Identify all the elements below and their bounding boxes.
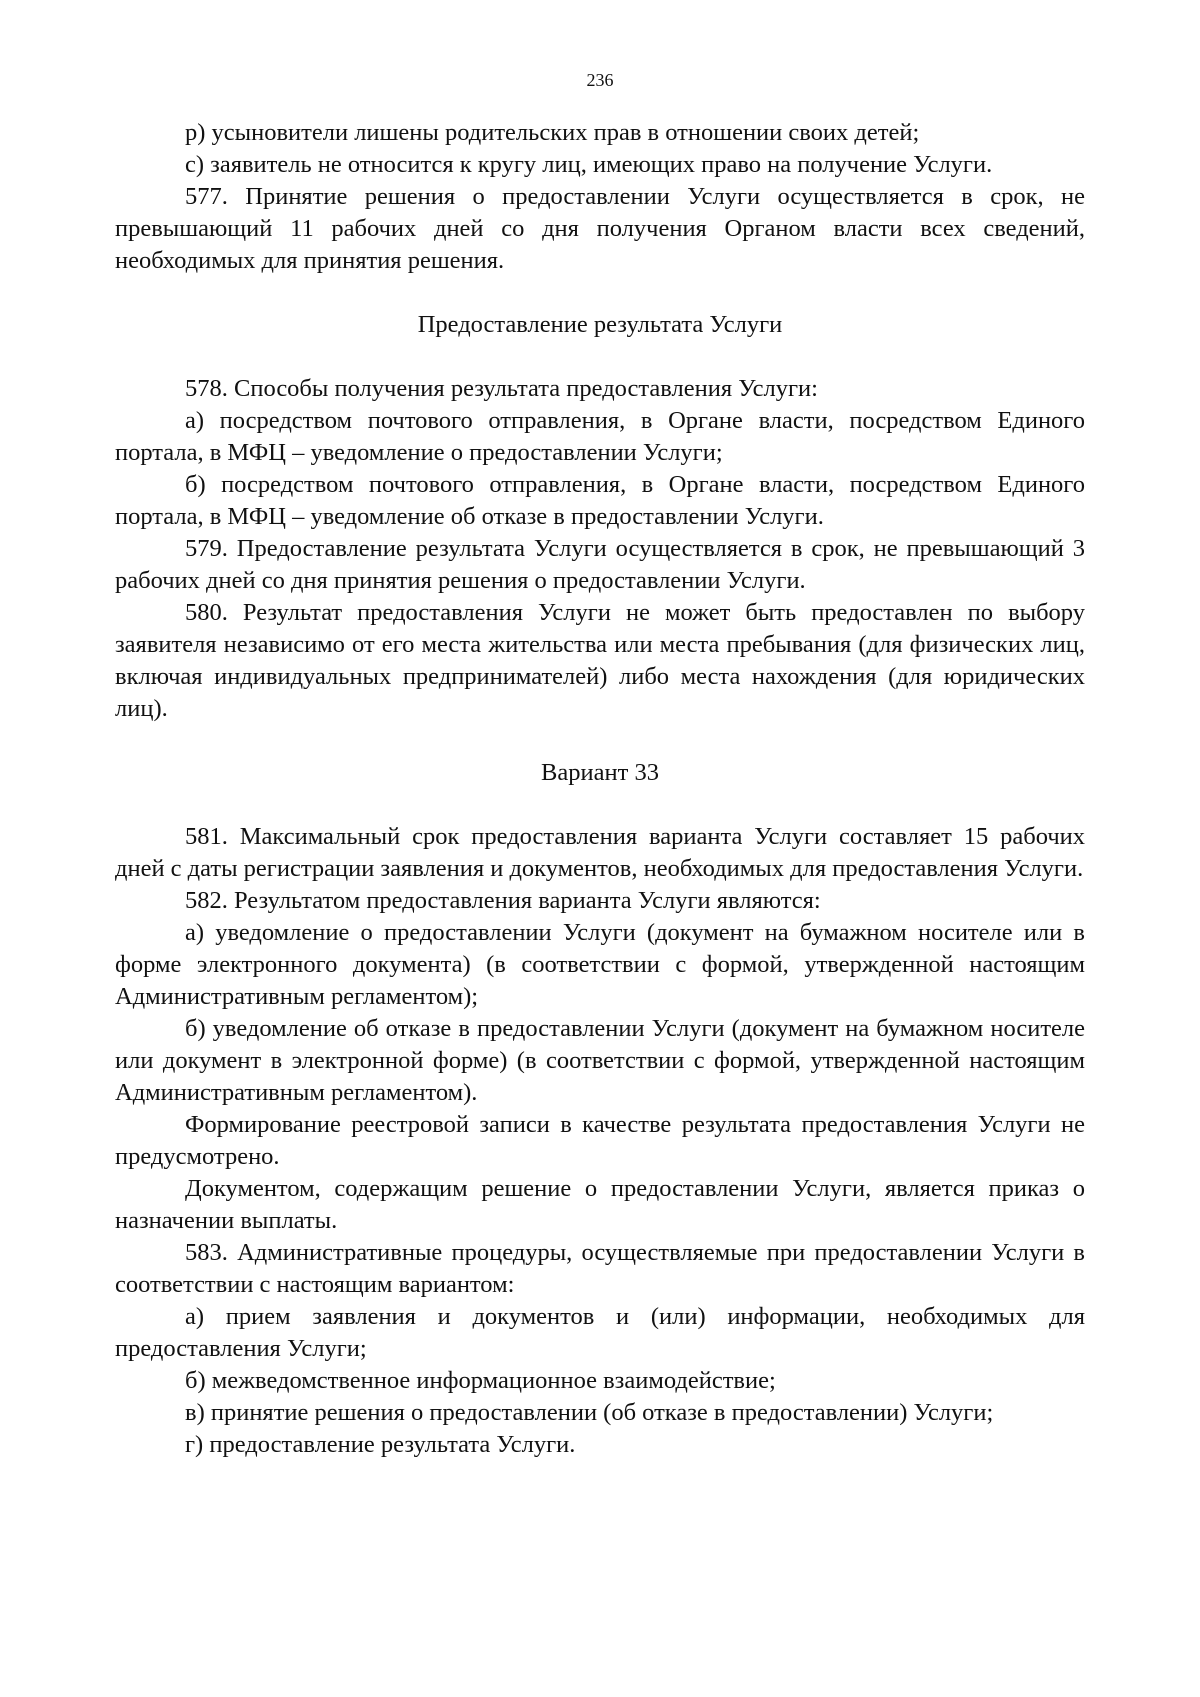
paragraph-582-b: б) уведомление об отказе в предоставлении Услуги (документ на бумажном носителе или документ в электронной форме) (в соответствии с формой, утвержденной настоящим Административным регламентом). bbox=[115, 1015, 1085, 1106]
paragraph-577: 577. Принятие решения о предоставлении Услуги осуществляется в срок, не превышающий 11 рабочих дней со дня получения Органом власти всех сведений, необходимых для принятия решения. bbox=[115, 183, 1085, 274]
paragraph-580: 580. Результат предоставления Услуги не может быть предоставлен по выбору заявителя независимо от его места жительства или места пребывания (для физических лиц, включая индивидуальных предпринимателей) либо места нахождения (для юридических лиц). bbox=[115, 599, 1085, 722]
paragraph-583: 583. Административные процедуры, осуществляемые при предоставлении Услуги в соответствии с настоящим вариантом: bbox=[115, 1239, 1085, 1298]
paragraph-582-a: а) уведомление о предоставлении Услуги (документ на бумажном носителе или в форме электронного документа) (в соответствии с формой, утвержденной настоящим Административным регламентом); bbox=[115, 919, 1085, 1010]
section-heading-variant: Вариант 33 bbox=[541, 759, 659, 786]
page-number: 236 bbox=[586, 70, 614, 90]
paragraph-578-b: б) посредством почтового отправления, в Органе власти, посредством Единого портала, в МФЦ – уведомление об отказе в предоставлении Услуги. bbox=[115, 471, 1085, 530]
paragraph-581: 581. Максимальный срок предоставления варианта Услуги составляет 15 рабочих дней с даты регистрации заявления и документов, необходимых для предоставления Услуги. bbox=[115, 823, 1085, 882]
paragraph-583-a: а) прием заявления и документов и (или) информации, необходимых для предоставления Услуги; bbox=[115, 1303, 1085, 1362]
paragraph-583-b: б) межведомственное информационное взаимодействие; bbox=[185, 1367, 776, 1394]
paragraph-583-v: в) принятие решения о предоставлении (об отказе в предоставлении) Услуги; bbox=[185, 1399, 994, 1426]
paragraph-582: 582. Результатом предоставления варианта Услуги являются: bbox=[185, 887, 821, 914]
paragraph-item-s: с) заявитель не относится к кругу лиц, имеющих право на получение Услуги. bbox=[185, 151, 993, 178]
document-body bbox=[115, 117, 1085, 1461]
paragraph-item-r: р) усыновители лишены родительских прав в отношении своих детей; bbox=[185, 119, 920, 146]
paragraph-decision-document: Документом, содержащим решение о предоставлении Услуги, является приказ о назначении выплаты. bbox=[115, 1175, 1085, 1234]
paragraph-578-a: а) посредством почтового отправления, в Органе власти, посредством Единого портала, в МФЦ – уведомление о предоставлении Услуги; bbox=[115, 407, 1085, 466]
paragraph-583-g: г) предоставление результата Услуги. bbox=[185, 1431, 576, 1458]
paragraph-578: 578. Способы получения результата предоставления Услуги: bbox=[185, 375, 818, 402]
paragraph-579: 579. Предоставление результата Услуги осуществляется в срок, не превышающий 3 рабочих дней со дня принятия решения о предоставлении Услуги. bbox=[115, 535, 1085, 594]
section-heading-result: Предоставление результата Услуги bbox=[417, 311, 783, 338]
paragraph-registry-note: Формирование реестровой записи в качестве результата предоставления Услуги не предусмотрено. bbox=[115, 1111, 1085, 1170]
